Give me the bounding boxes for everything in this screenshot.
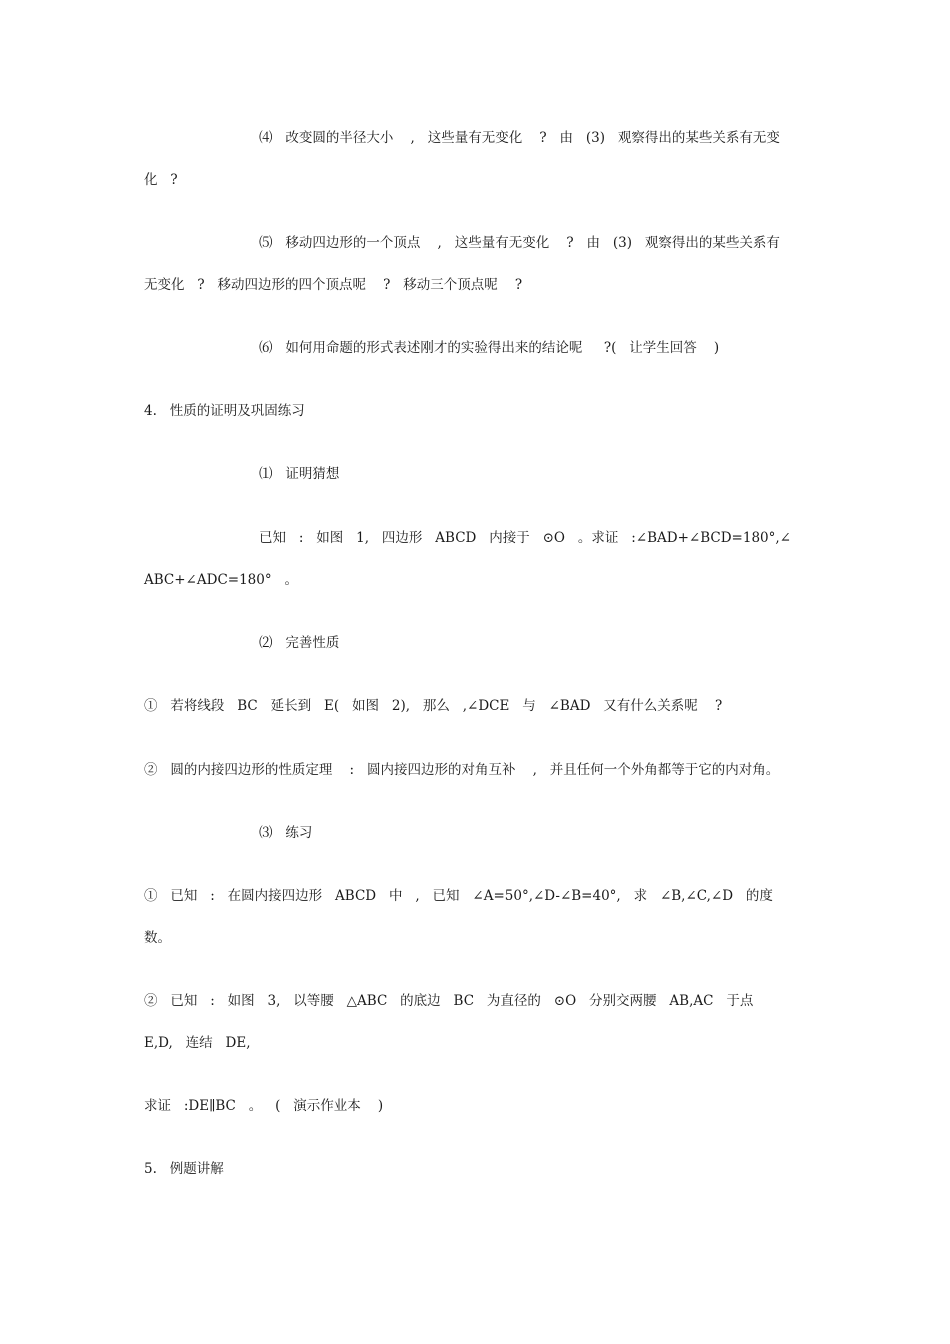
step-5-line-1: ⑸ 移动四边形的一个顶点 , 这些量有无变化 ? 由 (3) 观察得出的某些关系有 <box>259 235 780 251</box>
proof-given-line-1: 已知 : 如图 1, 四边形 ABCD 内接于 ⊙O 。求证 :∠BAD+∠BCD=180°,∠ <box>259 530 791 546</box>
item-extend-bc: ① 若将线段 BC 延长到 E( 如图 2), 那么 ,∠DCE 与 ∠BAD 又有什么关系呢 ? <box>144 698 723 714</box>
step-4-line-2: 化 ? <box>144 172 178 188</box>
subsection-3-heading: ⑶ 练习 <box>259 825 313 841</box>
section-4-heading: 4. 性质的证明及巩固练习 <box>144 403 305 419</box>
exercise-2-line-1: ② 已知 : 如图 3, 以等腰 △ABC 的底边 BC 为直径的 ⊙O 分别交两腰 AB,AC 于点 <box>144 993 754 1009</box>
section-5-heading: 5. 例题讲解 <box>144 1161 224 1177</box>
exercise-1-line-2: 数。 <box>144 930 171 946</box>
exercise-2-line-3: 求证 :DE∥BC 。 ( 演示作业本 ) <box>144 1098 384 1114</box>
item-theorem: ② 圆的内接四边形的性质定理 : 圆内接四边形的对角互补 , 并且任何一个外角都等于它的内对角。 <box>144 762 780 778</box>
step-5-line-2: 无变化 ? 移动四边形的四个顶点呢 ? 移动三个顶点呢 ? <box>144 277 523 293</box>
subsection-1-heading: ⑴ 证明猜想 <box>259 466 340 482</box>
proof-given-line-2: ABC+∠ADC=180° 。 <box>144 572 298 588</box>
subsection-2-heading: ⑵ 完善性质 <box>259 635 340 651</box>
exercise-1-line-1: ① 已知 : 在圆内接四边形 ABCD 中 , 已知 ∠A=50°,∠D-∠B=40°, 求 ∠B,∠C,∠D 的度 <box>144 888 773 904</box>
exercise-2-line-2: E,D, 连结 DE, <box>144 1035 251 1051</box>
step-6-line: ⑹ 如何用命题的形式表述刚才的实验得出来的结论呢 ?( 让学生回答 ) <box>259 340 720 356</box>
step-4-line-1: ⑷ 改变圆的半径大小 , 这些量有无变化 ? 由 (3) 观察得出的某些关系有无变 <box>259 130 780 146</box>
